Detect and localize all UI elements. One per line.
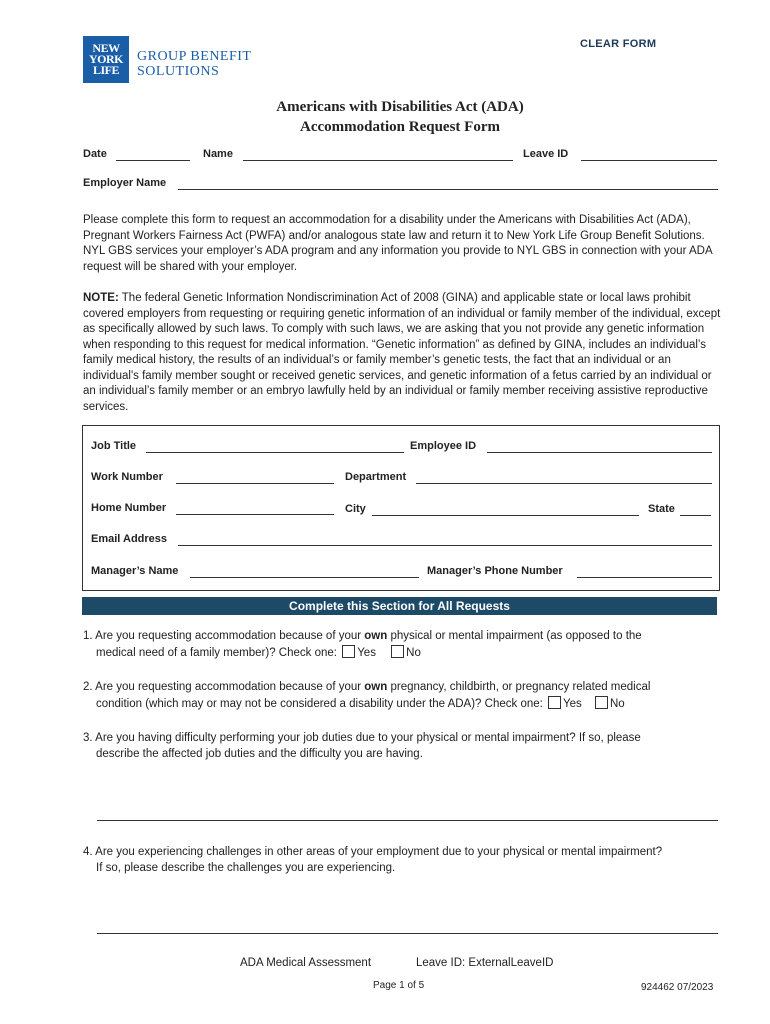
work-number-field[interactable] — [176, 483, 334, 484]
logo-company-line-1: GROUP BENEFIT — [137, 49, 252, 64]
intro-paragraph: Please complete this form to request an accommodation for a disability under the Americans with Disabilities Act (ADA), Pregnant Workers Fairness Act (PWFA) and/or analogous state law and return it to New York Life Group Benefit Solutions. NYL GBS services your employer’s ADA program and any information you provide to NYL GBS in connection with your ADA request will be shared with your employer. — [83, 214, 712, 273]
email-address-label: Email Address — [91, 533, 168, 545]
q4-number: 4. — [83, 846, 93, 858]
question-4 — [83, 845, 733, 876]
q3-text-line-2: describe the affected job duties and the difficulty you are having. — [96, 747, 423, 760]
date-field[interactable] — [116, 160, 190, 161]
q2-text-line-2: condition (which may or may not be considered a disability under the ADA)? Check one: — [96, 697, 543, 710]
q2-own: own — [364, 681, 388, 693]
department-field[interactable] — [416, 483, 712, 484]
home-number-field[interactable] — [176, 514, 334, 515]
job-title-field[interactable] — [146, 452, 404, 453]
section-banner: Complete this Section for All Requests — [82, 597, 717, 615]
name-label: Name — [203, 148, 233, 160]
q2-yes-checkbox[interactable] — [548, 696, 561, 709]
manager-name-label: Manager’s Name — [91, 565, 179, 577]
footer-leave-id: Leave ID: ExternalLeaveID — [416, 957, 554, 969]
q1-own: own — [364, 630, 388, 642]
q1-text-end: physical or mental impairment (as opposed to the — [387, 630, 642, 642]
q1-no-label: No — [406, 646, 421, 659]
employee-id-field[interactable] — [487, 452, 712, 453]
employer-name-field[interactable] — [178, 189, 718, 190]
q4-text-line-2: If so, please describe the challenges you are experiencing. — [96, 861, 396, 874]
new-york-life-logo — [83, 36, 129, 83]
q4-answer-line[interactable] — [97, 933, 718, 934]
email-address-field[interactable] — [178, 545, 712, 546]
logo-line-3: LIFE — [92, 63, 119, 77]
note-label: NOTE: — [83, 292, 119, 304]
job-title-label: Job Title — [91, 440, 137, 452]
q1-text-start: 1. Are you requesting accommodation because of your — [83, 630, 365, 642]
state-label: State — [648, 503, 675, 515]
page-number: Page 1 of 5 — [373, 980, 425, 991]
q1-no-checkbox[interactable] — [391, 645, 404, 658]
logo-line-2: YORK — [89, 52, 123, 66]
note-text: The federal Genetic Information Nondiscrimination Act of 2008 (GINA) and applicable state or local laws prohibit covered employers from requesting or requiring genetic information of an individual or family member of the individual, except as specifically allowed by such laws. To comply with such laws, we are asking that you not provide any genetic information when responding to this request for medical information. “Genetic information” as defined by GINA, includes an individual’s family medical history, the results of an individual’s or family member’s genetic tests, the fact that an individual or an individual's family member sought or received genetic services, and genetic information of a fetus carried by an individual or an individual’s family member or an embryo lawfully held by an individual or family member receiving assistive reproductive services. — [83, 292, 721, 413]
employer-name-label: Employer Name — [83, 177, 167, 189]
q2-yes-label: Yes — [563, 697, 582, 710]
work-number-label: Work Number — [91, 471, 163, 483]
footer-assessment: ADA Medical Assessment — [240, 957, 372, 969]
q2-no-label: No — [610, 697, 625, 710]
logo-company-name — [137, 49, 252, 79]
department-label: Department — [345, 471, 407, 483]
question-3 — [83, 731, 733, 762]
form-title-line-1: Americans with Disabilities Act (ADA) — [276, 99, 524, 115]
clear-form-button[interactable]: CLEAR FORM — [580, 38, 657, 50]
q1-yes-label: Yes — [357, 646, 376, 659]
q2-text-end: pregnancy, childbirth, or pregnancy related medical — [387, 681, 651, 693]
state-field[interactable] — [680, 515, 711, 516]
city-label: City — [345, 503, 366, 515]
question-2 — [83, 680, 733, 712]
q2-text-start: 2. Are you requesting accommodation because of your — [83, 681, 365, 693]
q3-text-line-1: 3. Are you having difficulty performing your job duties due to your physical or mental impairment? If so, please — [83, 732, 641, 744]
form-title-line-2: Accommodation Request Form — [300, 119, 500, 135]
city-field[interactable] — [372, 515, 639, 516]
question-1 — [83, 629, 733, 661]
logo-line-1: NEW — [92, 41, 120, 55]
manager-phone-label: Manager’s Phone Number — [427, 565, 563, 577]
q4-text-line-1: Are you experiencing challenges in other areas of your employment due to your physical or mental impairment? — [95, 846, 663, 858]
q2-no-checkbox[interactable] — [595, 696, 608, 709]
date-label: Date — [83, 148, 107, 160]
home-number-label: Home Number — [91, 502, 167, 514]
gina-note-paragraph — [83, 291, 723, 415]
q3-answer-line[interactable] — [97, 820, 718, 821]
leave-id-label: Leave ID — [523, 148, 569, 160]
q1-yes-checkbox[interactable] — [342, 645, 355, 658]
leave-id-field[interactable] — [581, 160, 717, 161]
manager-phone-field[interactable] — [577, 577, 712, 578]
logo-company-line-2: SOLUTIONS — [137, 64, 220, 79]
q1-text-line-2: medical need of a family member)? Check one: — [96, 646, 337, 659]
manager-name-field[interactable] — [190, 577, 419, 578]
form-code: 924462 07/2023 — [641, 982, 714, 993]
name-field[interactable] — [243, 160, 513, 161]
employee-id-label: Employee ID — [410, 440, 477, 452]
